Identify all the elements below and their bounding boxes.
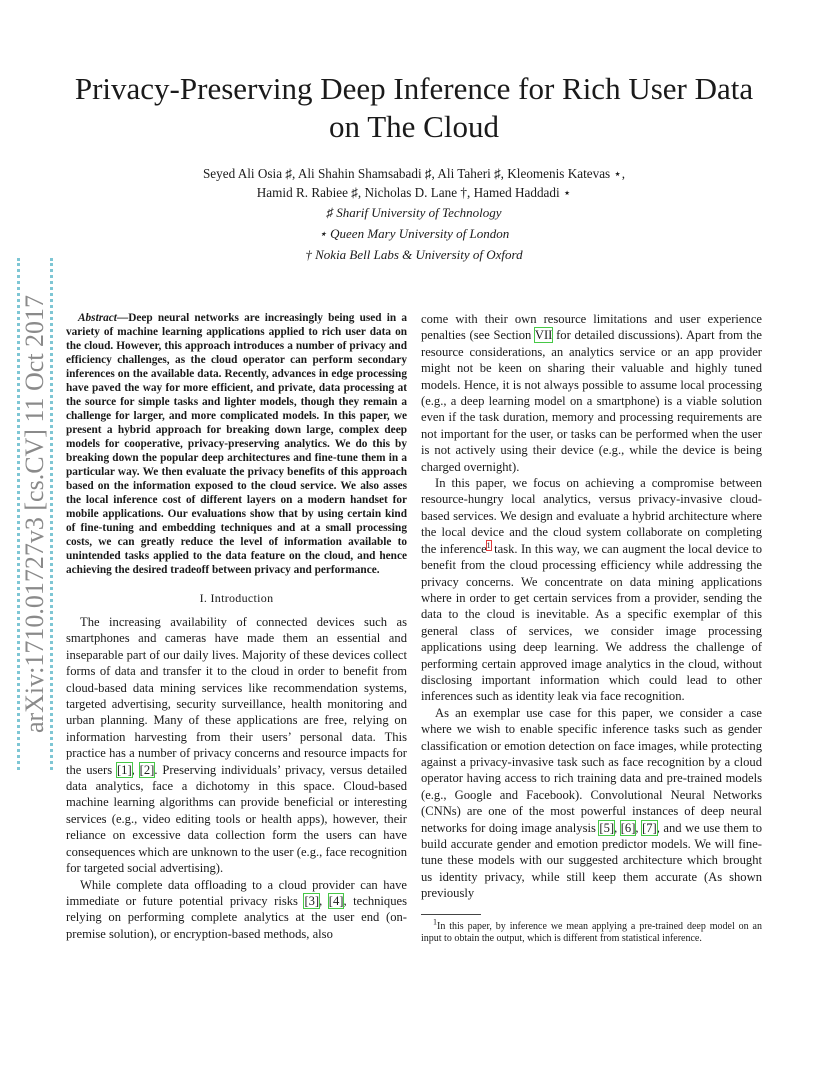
citation-separator: , <box>319 893 329 908</box>
paragraph-text: task. In this way, we can augment the local device to benefit from the cloud processing efficiency while addressing the privacy concerns. We concentrate on data mining applications where in order to get certain services from a provider, sending the data to the cloud is inevitable. As a specific exemplar of this general class of services, we consider image processing applications using deep learning. We address the challenge of performing certain approved image analytics in the cloud, without disclosing important information which could lead to other inferences such as identity leak via face recognition. <box>421 541 763 704</box>
intro-paragraph-3 <box>421 311 762 475</box>
authors-line-2: Hamid R. Rabiee ♯, Nicholas D. Lane †, Hamed Haddadi ⋆ <box>256 185 572 200</box>
right-column <box>421 311 762 945</box>
citation-link[interactable]: [4] <box>328 893 344 908</box>
citation-link[interactable]: [6] <box>620 820 636 835</box>
paragraph-text: , techniques relying on performing complete analytics at the user end (on-premise solution), or encryption-based methods, also <box>66 893 408 941</box>
intro-paragraph-5 <box>421 705 762 902</box>
arxiv-stamp <box>17 258 53 770</box>
footnote <box>421 917 762 945</box>
affiliation-nokia-oxford: † Nokia Bell Labs & University of Oxford <box>305 247 523 262</box>
paragraph-text: , and we use them to build accurate gender and emotion predictor models. We will fine-tune these models with our suggested architecture which brought us identity privacy, while still keep them accurate (As shown previously <box>421 820 763 901</box>
paper-title: Privacy-Preserving Deep Inference for Rich User Data on The Cloud <box>74 71 754 144</box>
abstract <box>66 311 407 577</box>
intro-paragraph-4 <box>421 475 762 705</box>
citation-link[interactable]: [1] <box>116 762 132 777</box>
left-column <box>66 311 407 942</box>
paragraph-text: come with their own resource limitations and user experience penalties (see Section <box>421 312 762 343</box>
footnote-marker[interactable]: 1 <box>486 540 491 550</box>
affiliation-sharif: ♯ Sharif University of Technology <box>326 205 502 220</box>
authors-line-1: Seyed Ali Osia ♯, Ali Shahin Shamsabadi ♯, Ali Taheri ♯, Kleomenis Katevas ⋆, <box>202 166 626 181</box>
paragraph-text: As an exemplar use case for this paper, we consider a case where we wish to enable specific inference tasks such as gender classification or emotion detection on face images, while protecting against a privacy-invasive task such as face recognition by a cloud operator having access to rich training data and pre-trained models (e.g., Google and Facebook). Convolutional Neural Networks (CNNs) are one of the most powerful instances of deep neural networks for doing image analysis <box>421 705 762 835</box>
paragraph-text: for detailed discussions). Apart from the resource considerations, an analytics service or an app provider might not be keen on sharing their valuable and highly tuned models. Hence, it is not always possible to assume local processing (e.g., a deep learning model on a smartphone) is a viable solution even if the task duration, memory and processing requirements are not important for the user, or tasks can be performed when the user is not actively using their device (e.g., while the device is being charged overnight). <box>421 328 762 474</box>
paragraph-text: While complete data offloading to a cloud provider can have immediate or future potential privacy risks <box>66 877 407 908</box>
footnote-text: In this paper, by inference we mean applying a pre-trained deep model on an input to obtain the output, which is different from statistical inference. <box>421 920 762 944</box>
footnote-divider <box>421 914 481 915</box>
citation-separator: , <box>131 762 140 777</box>
citation-link[interactable]: [3] <box>304 893 320 908</box>
section-link[interactable]: VII <box>534 328 553 343</box>
paragraph-text: In this paper, we focus on achieving a compromise between resource-hungry local analytics, versus privacy-invasive cloud-based services. We design and evaluate a hybrid architecture where the local device and the cloud system collaborate on completing the inference <box>421 476 762 556</box>
citation-separator: , <box>614 820 621 835</box>
paragraph-text: The increasing availability of connected devices such as smartphones and cameras have made them an essential and inseparable part of our daily lives. Majority of these devices collect forms of data and transfer it to the cloud in order to benefit from cloud-based data mining services like recommendation systems, targeted advertising, security surveillance, health monitoring and urban planning. Many of these applications are free, relying on information harvesting from their users’ personal data. This practice has a number of privacy concerns and resource impacts for the users <box>66 615 407 777</box>
intro-paragraph-2 <box>66 877 407 943</box>
authors <box>100 164 728 202</box>
affiliation-qmul: ⋆ Queen Mary University of London <box>318 226 510 241</box>
abstract-lead: Abstract <box>78 312 117 324</box>
citation-link[interactable]: [5] <box>599 820 615 835</box>
arxiv-id: arXiv:1710.01727v3 [cs.CV] 11 Oct 2017 <box>20 294 49 734</box>
footnote-number: 1 <box>433 917 437 927</box>
citation-separator: , <box>635 820 643 835</box>
section-heading-introduction: I. Introduction <box>199 591 274 605</box>
paragraph-text: . Preserving individuals’ privacy, versus detailed data analytics, face a dichotomy in this space. Cloud-based machine learning algorithms can provide beneficial or interesting services (e.g., video editing tools or health apps), however, their reliance on excessive data collection form the users can have consequences which are unknown to the user (e.g., face recognition for targeted social advertising). <box>66 762 407 876</box>
intro-paragraph-1 <box>66 614 407 877</box>
citation-link[interactable]: [7] <box>642 820 657 835</box>
abstract-text: —Deep neural networks are increasingly being used in a variety of machine learning applications applied to rich user data on the cloud. However, this approach introduces a number of privacy and efficiency challenges, as the cloud operator can perform secondary inferences on the available data. Recently, advances in edge processing have paved the way for more efficient, and private, data processing at the source for simple tasks and lighter models, though they remain a challenge for larger, and more complicated models. In this paper, we present a hybrid approach for breaking down large, complex deep models for cooperative, privacy-preserving analytics. We do this by breaking down the popular deep architectures and fine-tune them in a particular way. We then evaluate the privacy benefits of this approach based on the information exposed to the cloud service. We also asses the local inference cost of different layers on a modern handset for mobile applications. Our evaluations show that by using certain kind of fine-tuning and embedding techniques and at a small processing costs, we can greatly reduce the level of information available to unintended tasks applied to the data feature on the cloud, and hence achieving the desired tradeoff between privacy and performance. <box>66 312 407 576</box>
citation-link[interactable]: [2] <box>139 762 155 777</box>
